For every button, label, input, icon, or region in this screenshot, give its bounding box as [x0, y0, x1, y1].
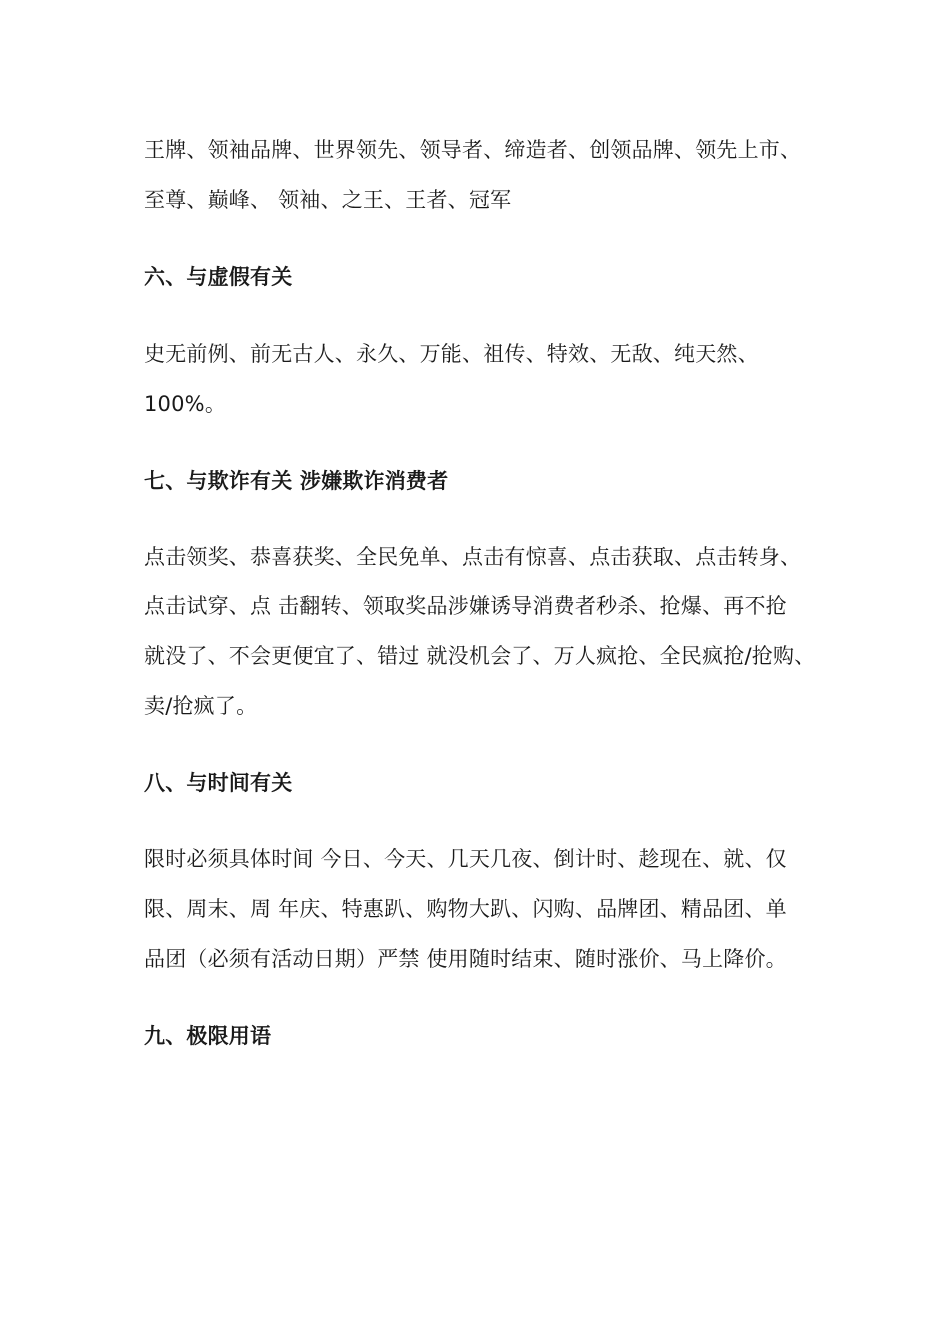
section-heading-7: 七、与欺诈有关 涉嫌欺诈消费者	[144, 469, 449, 493]
section-heading-9: 九、极限用语	[144, 1024, 272, 1048]
section-7-line-1: 点击领奖、恭喜获奖、全民免单、点击有惊喜、点击获取、点击转身、	[144, 545, 802, 569]
section-heading-8: 八、与时间有关	[144, 771, 293, 795]
section-6-line-2: 100%。	[144, 392, 227, 416]
intro-line-2: 至尊、巅峰、 领袖、之王、王者、冠军	[144, 188, 512, 212]
section-8-line-2: 限、周末、周 年庆、特惠趴、购物大趴、闪购、品牌团、精品团、单	[144, 897, 787, 921]
section-7-line-4: 卖/抢疯了。	[144, 694, 258, 718]
section-6-line-1: 史无前例、前无古人、永久、万能、祖传、特效、无敌、纯天然、	[144, 342, 759, 366]
section-8-line-3: 品团（必须有活动日期）严禁 使用随时结束、随时涨价、马上降价。	[144, 947, 787, 971]
section-heading-6: 六、与虚假有关	[144, 265, 293, 289]
section-7-line-3: 就没了、不会更便宜了、错过 就没机会了、万人疯抢、全民疯抢/抢购、	[144, 644, 816, 668]
section-8-line-1: 限时必须具体时间 今日、今天、几天几夜、倒计时、趁现在、就、仅	[144, 847, 787, 871]
intro-line-1: 王牌、领袖品牌、世界领先、领导者、缔造者、创领品牌、领先上市、	[144, 138, 802, 162]
section-7-line-2: 点击试穿、点 击翻转、领取奖品涉嫌诱导消费者秒杀、抢爆、再不抢	[144, 594, 787, 618]
